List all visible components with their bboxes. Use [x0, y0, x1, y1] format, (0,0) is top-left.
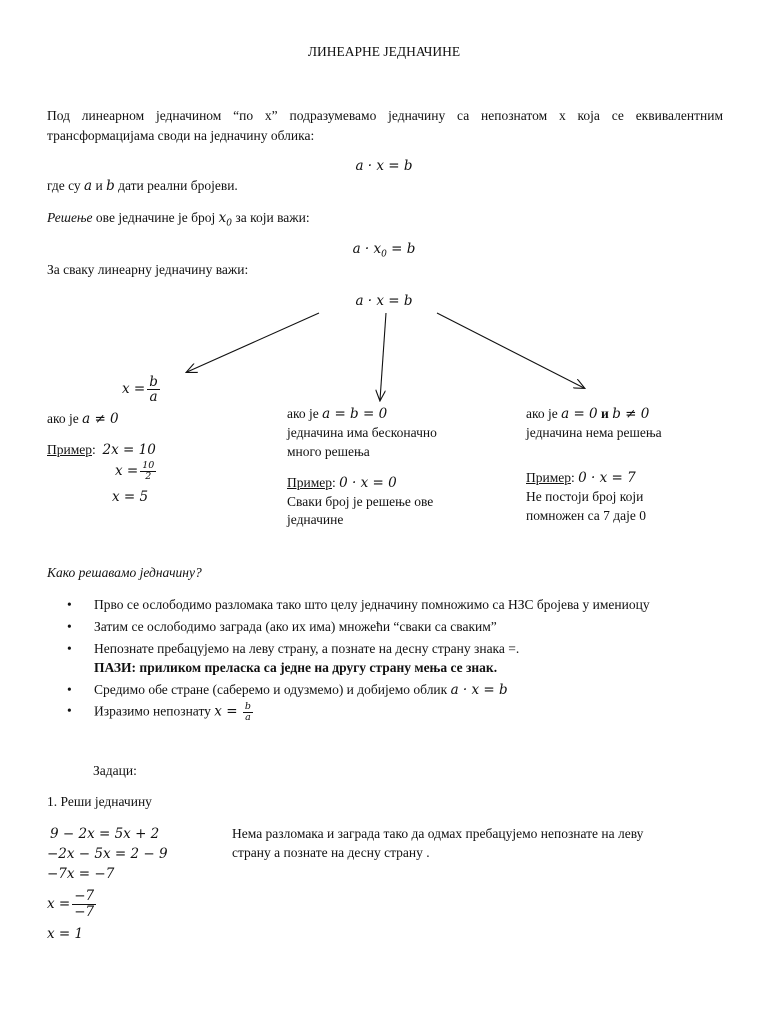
- step-5-fraction: [243, 702, 253, 723]
- task1-line-3-text: −7x = −7: [47, 865, 115, 882]
- left-case-formula: [122, 375, 162, 404]
- task1-line-5: [47, 924, 168, 944]
- right-example-label: Пример: [526, 469, 572, 485]
- arrow-middle: [380, 313, 386, 400]
- middle-case-condition: [287, 405, 477, 424]
- left-example-label: Пример: [47, 442, 93, 457]
- right-desc-text: једначина нема решења: [526, 424, 662, 440]
- right-cond-text: ако је: [526, 406, 562, 421]
- middle-example-description: [287, 493, 472, 531]
- task1-line-5-text: x = 1: [47, 925, 84, 942]
- title-text: ЛИНЕАРНЕ ЈЕДНАЧИНЕ: [307, 44, 461, 59]
- middle-example-eq: 0 · x = 0: [339, 474, 397, 491]
- step-item: [47, 681, 723, 700]
- bullet: •: [67, 703, 72, 719]
- arrow-left: [187, 313, 319, 372]
- where-var-b: b: [106, 178, 115, 194]
- task1-solution: [47, 824, 168, 944]
- middle-example-label: Пример: [287, 474, 333, 490]
- steps-list: [47, 596, 723, 726]
- equation-form-text: a · x = b: [355, 158, 413, 174]
- where-and: и: [92, 178, 107, 193]
- step-2-text: Затим се ослободимо заграда (ако их има) множећи “сваки са сваким”: [94, 618, 497, 634]
- step-item: [47, 640, 723, 678]
- bullet: •: [67, 681, 72, 697]
- task1-line-4-fraction: [72, 889, 96, 918]
- task1-note-text: Нема разломака и заграда тако да одмах пребацујемо непознате на леву страну а познате на десну страну .: [232, 826, 644, 860]
- step-item: [47, 596, 723, 615]
- task1-line-2-text: −2x − 5x = 2 − 9: [47, 845, 168, 862]
- right-example-description: [526, 488, 686, 526]
- how-heading: [47, 564, 202, 583]
- warning-text: ПАЗИ: приликом преласка са једне на другу страну мења се знак.: [94, 659, 498, 675]
- intro-text: Под линеарном једначином “по x” подразумевамо једначину са непознатом x која се еквивалентним трансформацијама своди на једначину облика:: [47, 108, 723, 143]
- where-part1: где су: [47, 178, 85, 193]
- right-cond-math2: b ≠ 0: [612, 406, 650, 422]
- left-case-example: Пример: 2x = 10: [47, 442, 156, 458]
- left-step-num: 10: [142, 460, 155, 471]
- middle-desc-text: једначина има бесконачно много решења: [287, 424, 437, 459]
- left-example-eq: 2x = 10: [102, 442, 156, 458]
- step-4-text: Средимо обе стране (саберемо и одузмемо) и добијемо облик: [94, 681, 451, 697]
- task1-line-1-text: 9 − 2x = 5x + 2: [50, 825, 160, 842]
- right-example-eq: 0 · x = 7: [578, 469, 636, 486]
- right-case-example: Пример: 0 · x = 7: [526, 469, 636, 486]
- middle-case-example: Пример: 0 · x = 0: [287, 474, 397, 491]
- task1-line-4-den: −7: [74, 903, 95, 920]
- arrow-right: [437, 313, 584, 388]
- middle-example-desc-text: Сваки број је решење ове једначине: [287, 493, 434, 528]
- step-3-text: Непознате пребацујемо на леву страну, а познате на десну страну знака =.: [94, 640, 520, 656]
- left-step-den: 2: [145, 470, 152, 482]
- diagram-arrows: [0, 0, 768, 420]
- left-formula-lhs: x =: [122, 381, 146, 398]
- step-5-lhs: x =: [214, 704, 238, 721]
- task1-line-3: [47, 864, 168, 884]
- step-5-text: Изразимо непознату: [94, 704, 215, 720]
- left-cond-text: ако је: [47, 411, 83, 426]
- step-1-text: Прво се ослободимо разломака тако што целу једначину помножимо са НЗС бројева у имениоцу: [94, 597, 650, 612]
- equation-solution-rhs: = b: [386, 241, 416, 257]
- middle-cond-text: ако је: [287, 406, 323, 421]
- task1-note: [232, 825, 682, 863]
- task1-line-4-num: −7: [74, 888, 95, 905]
- step-5-den: a: [245, 712, 251, 724]
- left-example-result: [112, 488, 148, 507]
- task1-heading-text: 1. Реши једначину: [47, 794, 152, 809]
- right-cond-and: и: [597, 406, 613, 421]
- left-formula-fraction: [147, 375, 160, 404]
- left-formula-den: a: [149, 389, 158, 406]
- equation-solution-lhs: a · x: [352, 241, 382, 257]
- right-cond-math1: a = 0: [561, 406, 598, 422]
- step-5-num: b: [244, 701, 251, 713]
- task1-line-4: [47, 884, 168, 924]
- diagram-top-text: a · x = b: [355, 293, 413, 309]
- middle-case: [287, 405, 477, 530]
- solution-tail: за који важи:: [232, 210, 310, 225]
- task1-line-1: [47, 824, 168, 844]
- right-case-description: [526, 424, 726, 443]
- right-example-desc-text: Не постоји број који помножен са 7 даје 0: [526, 488, 647, 523]
- task1-line-4-lhs: x =: [47, 895, 71, 912]
- where-part2: дати реални бројеви.: [114, 178, 238, 193]
- bullet: •: [67, 597, 72, 612]
- task1-line-2: [47, 844, 168, 864]
- step-item: [47, 618, 723, 637]
- left-example-step: [115, 461, 158, 482]
- bullet: •: [67, 618, 72, 634]
- left-formula-num: b: [149, 374, 158, 390]
- for-every-text: За сваку линеарну једначину важи:: [47, 262, 249, 277]
- step-item: [47, 702, 723, 723]
- middle-cond-math: a = b = 0: [322, 406, 388, 422]
- left-step-fraction: [140, 461, 156, 482]
- solution-var: x: [218, 210, 227, 226]
- where-var-a: a: [84, 178, 93, 194]
- task1-heading: [47, 793, 152, 812]
- how-heading-text: Како решавамо једначину?: [47, 565, 202, 580]
- equation-solution-sub: 0: [381, 249, 387, 260]
- tasks-heading-text: Задаци:: [93, 763, 137, 778]
- solution-rest: ове једначине је број: [92, 210, 219, 225]
- step-4-math: a · x = b: [450, 681, 508, 698]
- solution-word: Решење: [47, 210, 93, 225]
- tasks-heading: [93, 762, 137, 781]
- bullet: •: [67, 640, 72, 656]
- middle-case-description: [287, 424, 472, 462]
- left-cond-math: a ≠ 0: [82, 411, 119, 427]
- right-case: [526, 405, 726, 525]
- solution-sub: 0: [226, 218, 233, 229]
- left-case-condition: [47, 410, 119, 429]
- right-case-condition: [526, 405, 726, 424]
- left-step-lhs: x =: [115, 463, 139, 480]
- left-result-text: x = 5: [112, 489, 149, 505]
